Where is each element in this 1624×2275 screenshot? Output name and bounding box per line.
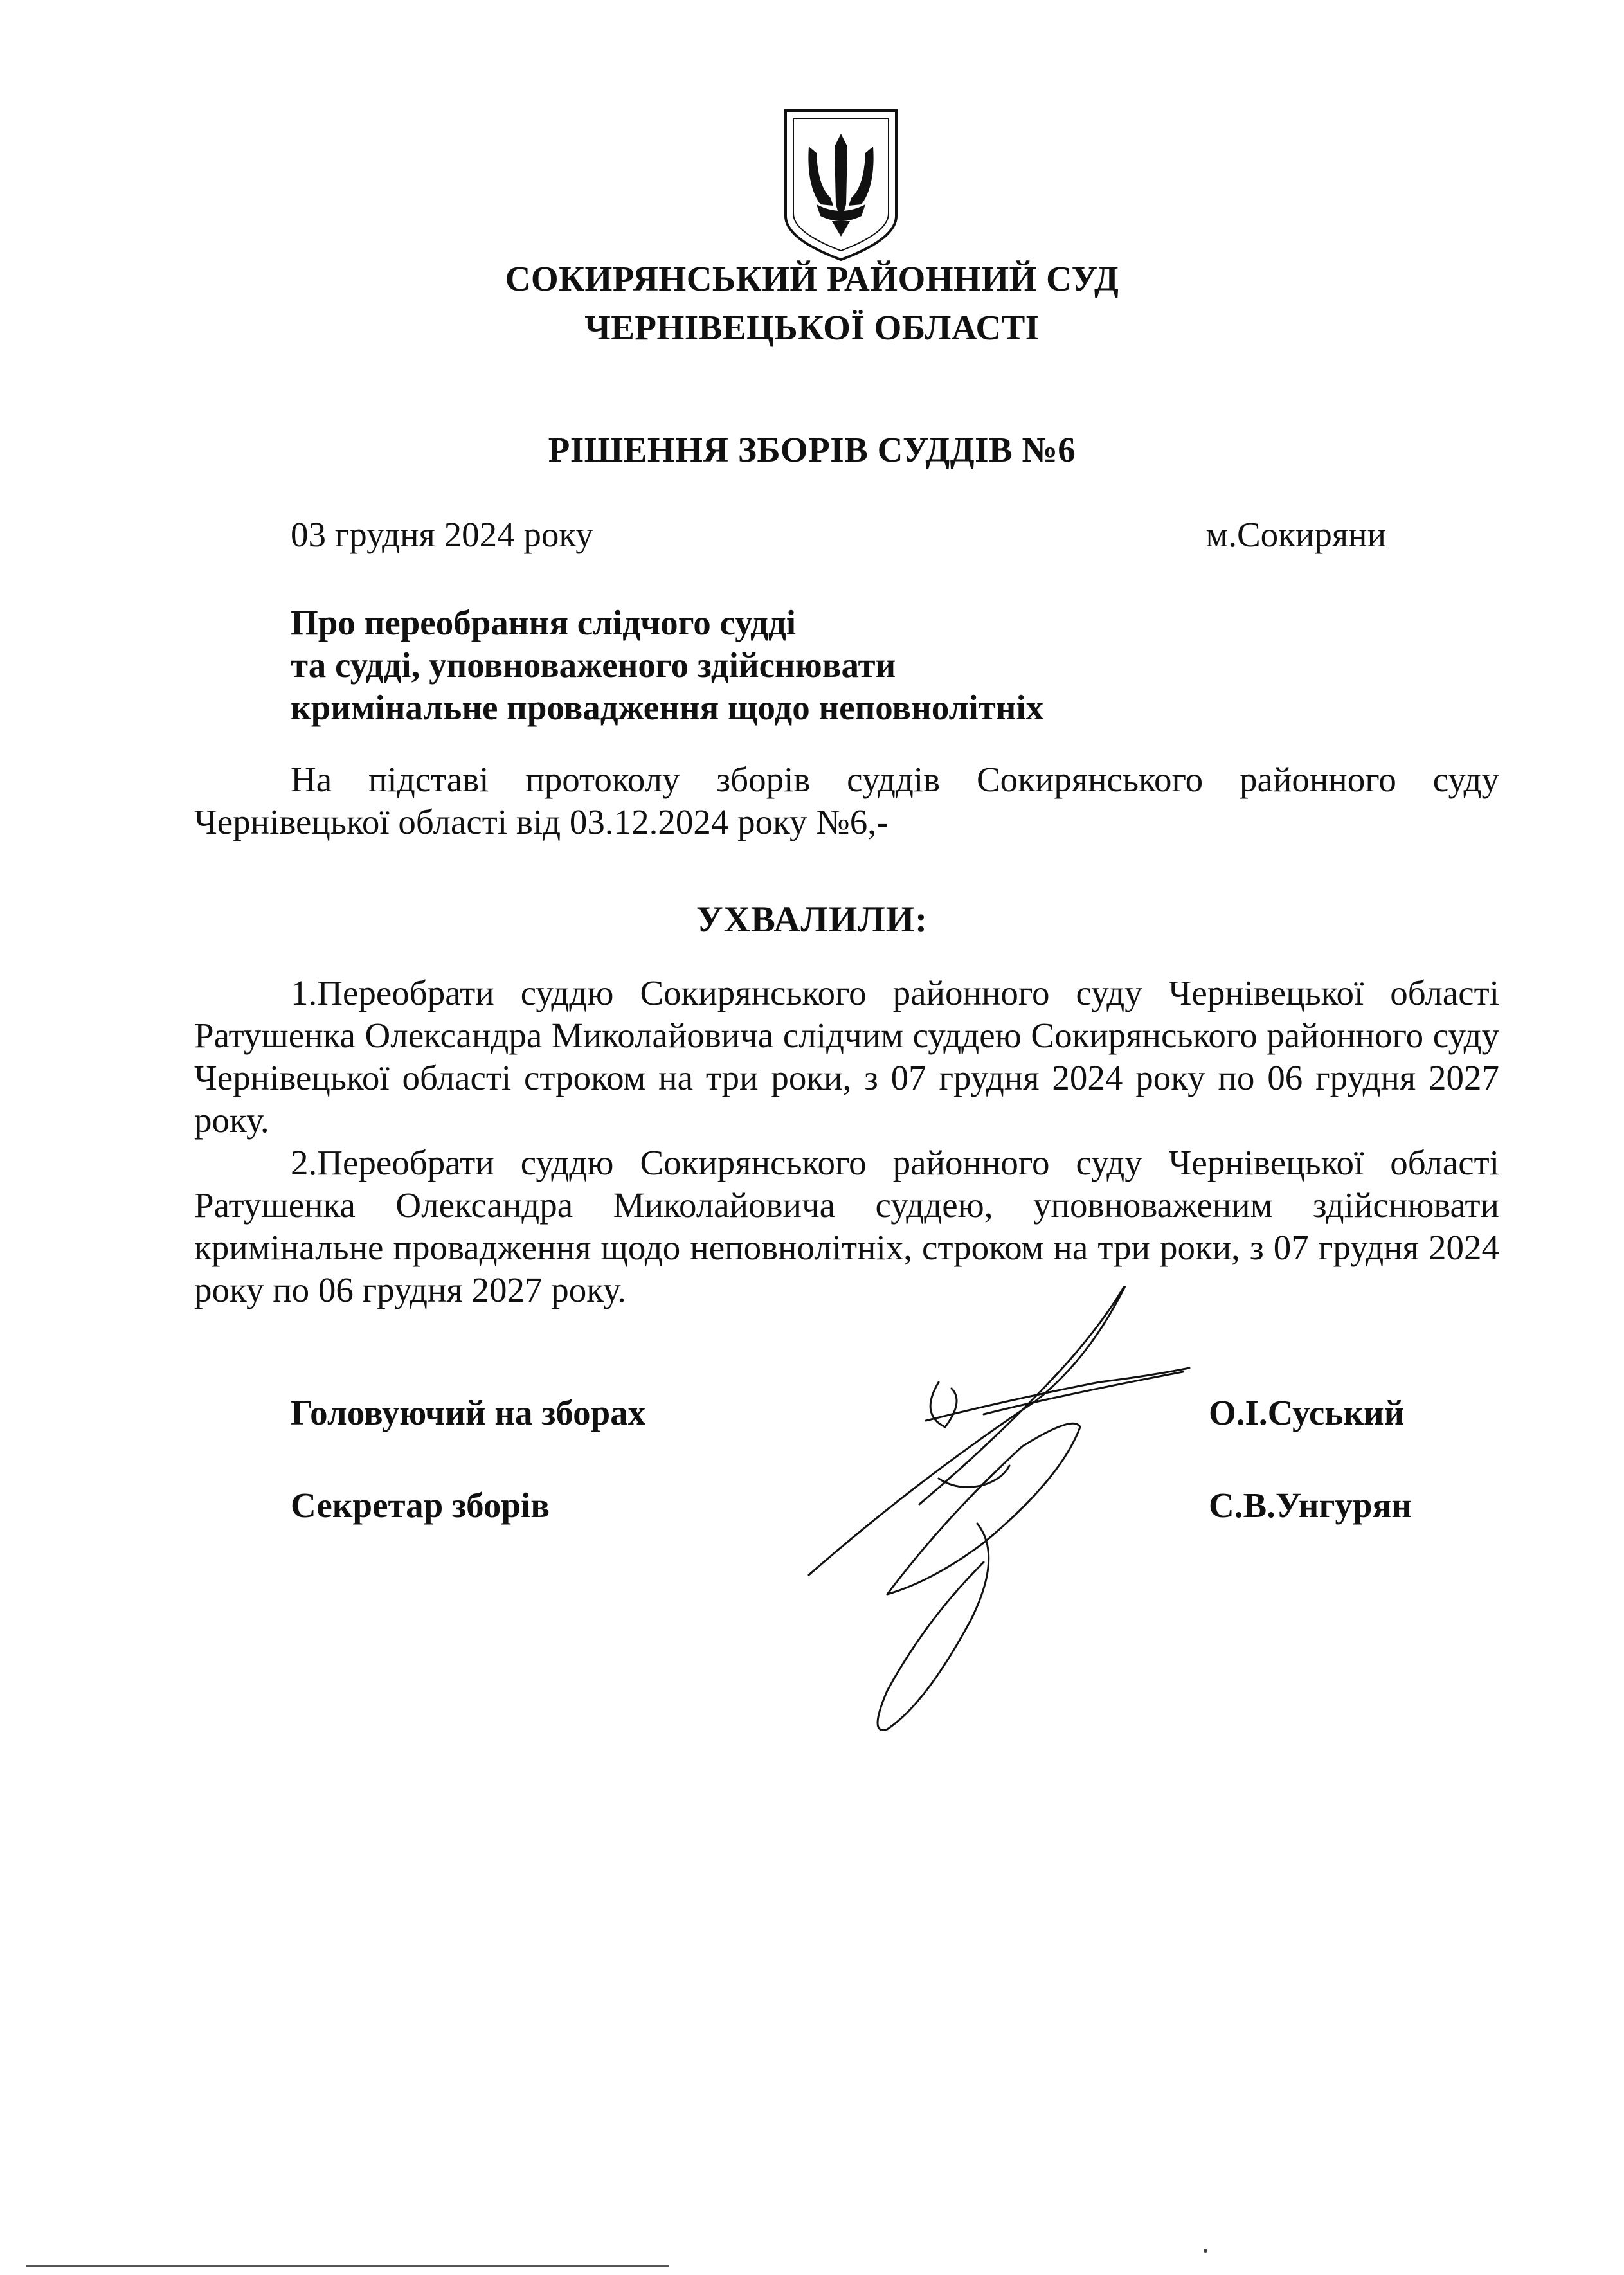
decision-title: РІШЕННЯ ЗБОРІВ СУДДІВ №6 bbox=[548, 430, 1076, 469]
secretary-role: Секретар зборів bbox=[291, 1486, 550, 1525]
resolved-heading: УХВАЛИЛИ: bbox=[696, 899, 928, 940]
court-name bbox=[0, 255, 1624, 352]
decision-place: м.Сокиряни bbox=[1205, 515, 1386, 554]
chair-role: Головуючий на зборах bbox=[291, 1393, 646, 1432]
date-place-line bbox=[291, 514, 1386, 555]
basis-paragraph: На підставі протоколу зборів суддів Сокирянського районного суду Чернівецької області від 03.12.2024 року №6,- bbox=[194, 760, 1499, 841]
handwritten-signature bbox=[791, 1286, 1241, 1749]
decision-date: 03 грудня 2024 року bbox=[291, 515, 593, 554]
subject-line1: Про переобрання слідчого судді bbox=[291, 603, 797, 642]
decision-subject bbox=[291, 602, 1043, 729]
secretary-name: С.В.Унгурян bbox=[1209, 1486, 1412, 1525]
court-name-line2: ЧЕРНІВЕЦЬКОЇ ОБЛАСТІ bbox=[584, 308, 1040, 347]
resolution-item-2: 2.Переобрати суддю Сокирянського районного суду Чернівецької області Ратушенка Олександра Миколайовича суддею, уповноваженим здійснювати кримінальне провадження щодо неповнолітніх, строком на три роки, з 07 грудня 2024 року по 06 грудня 2027 року. bbox=[194, 1143, 1499, 1309]
chair-name: О.І.Суський bbox=[1209, 1393, 1405, 1432]
trident-coat-of-arms-icon bbox=[783, 108, 899, 262]
subject-line3: кримінальне провадження щодо неповнолітніх bbox=[291, 688, 1044, 727]
court-name-line1: СОКИРЯНСЬКИЙ РАЙОННИЙ СУД bbox=[505, 259, 1119, 298]
resolution-item-1: 1.Переобрати суддю Сокирянського районного суду Чернівецької області Ратушенка Олександра Миколайовича слідчим суддею Сокирянського районного суду Чернівецької області строком на три роки, з 07 грудня 2024 року по 06 грудня 2027 року. bbox=[194, 973, 1499, 1140]
footer-divider bbox=[26, 2265, 669, 2267]
subject-line2: та судді, уповноваженого здійснювати bbox=[291, 645, 896, 685]
scan-speck bbox=[1204, 2249, 1207, 2253]
